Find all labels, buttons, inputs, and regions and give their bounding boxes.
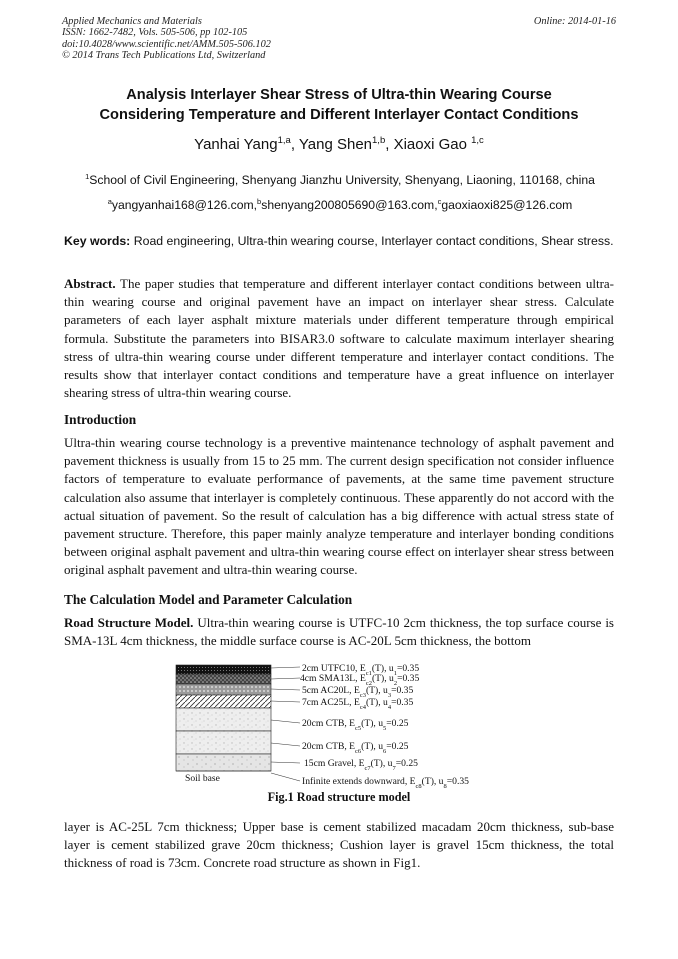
introduction-heading: Introduction bbox=[64, 412, 137, 427]
road-structure-paragraph bbox=[64, 614, 614, 650]
author-affil-mark: 1,a bbox=[277, 135, 291, 146]
road-structure-figure bbox=[150, 657, 530, 807]
leader-line bbox=[271, 701, 300, 702]
layer-sma13l bbox=[176, 674, 271, 684]
leader-line bbox=[271, 743, 300, 746]
journal-info bbox=[62, 16, 442, 62]
layer-gravel bbox=[176, 754, 271, 771]
leader-line bbox=[271, 667, 300, 668]
keywords-text: Road engineering, Ultra-thin wearing course, Interlayer contact conditions, Shear stress. bbox=[133, 234, 614, 248]
layer-utfc10 bbox=[176, 665, 271, 674]
affiliation bbox=[60, 169, 620, 188]
introduction-text: Ultra-thin wearing course technology is a preventive maintenance technology of asphalt pavement and pavement thickness is usually from 15 to 25 mm. The current design specification not consider influence factors of temperature to evaluate performance of pavements, at the same time pavement structure calculation also assume that interlayer is completely continuous. These apparently do not accord with the actual situation of pavement. So the result of calculation has a big difference with actual stress state of pavement structure. Therefore, this paper mainly analyze temperature and interlayer bonding conditions between original asphalt pavement and ultra-thin wearing course effect on interlayer shear stress between original asphalt pavement and ultra-thin wearing course. bbox=[64, 435, 614, 578]
leader-line bbox=[271, 762, 300, 763]
layer-label: 15cm Gravel, $E_{c7}(T)$, $u_7=0.25$ bbox=[304, 758, 418, 772]
figure-caption: Fig.1 Road structure model bbox=[267, 790, 411, 804]
layer-label: 7cm AC25L, $E_{c4}(T)$, $u_4=0.35$ bbox=[302, 697, 414, 711]
title-line-2: Considering Temperature and Different Interlayer Contact Conditions bbox=[99, 107, 579, 123]
affiliation-mark: 1 bbox=[85, 172, 90, 181]
journal-copyright: © 2014 Trans Tech Publications Ltd, Switzerland bbox=[62, 50, 266, 62]
email-link[interactable]: yangyanhai168@126.com, bbox=[111, 198, 258, 213]
calc-section-heading: The Calculation Model and Parameter Calculation bbox=[64, 592, 353, 607]
author-name: Yang Shen bbox=[298, 136, 373, 153]
leader-line bbox=[271, 720, 300, 723]
affiliation-text: School of Civil Engineering, Shenyang Jianzhu University, Shenyang, Liaoning, 110168, china bbox=[89, 173, 595, 188]
pavement-layers bbox=[176, 665, 271, 771]
author-name: Yanhai Yang bbox=[194, 136, 278, 153]
leader-line bbox=[271, 773, 300, 781]
keywords bbox=[64, 233, 614, 250]
online-date: Online: 2014-01-16 bbox=[533, 16, 616, 27]
email-mark: b bbox=[257, 197, 262, 206]
leader-line bbox=[271, 678, 300, 679]
journal-doi: doi:10.4028/www.scientific.net/AMM.505-506.102 bbox=[62, 38, 271, 50]
layer-label: 20cm CTB, $E_{c6}(T)$, $u_6=0.25$ bbox=[302, 741, 409, 755]
road-structure-text: Ultra-thin wearing course is UTFC-10 2cm thickness, the top surface course is SMA-13L 4cm thickness, the middle surface course is AC-20L 5cm thickness, the bottom bbox=[64, 615, 614, 649]
title-line-1: Analysis Interlayer Shear Stress of Ultra-thin Wearing Course bbox=[126, 87, 552, 103]
paper-title bbox=[40, 85, 638, 125]
layer-ac25l bbox=[176, 695, 271, 708]
layer-label: Infinite extends downward, $E_{c8}(T)$, $u_8=0.35$ bbox=[302, 776, 469, 790]
email-list bbox=[60, 194, 620, 213]
journal-issn: ISSN: 1662-7482, Vols. 505-506, pp 102-105 bbox=[62, 27, 248, 39]
layer-label: 4cm SMA13L, $E_{c2}(T)$, $u_2=0.35$ bbox=[300, 673, 420, 687]
layer-leaders bbox=[271, 667, 300, 781]
layer-label: 5cm AC20L, $E_{c3}(T)$, $u_3=0.35$ bbox=[302, 685, 414, 699]
email-link[interactable]: gaoxiaoxi825@126.com bbox=[441, 198, 573, 213]
layer-label: 20cm CTB, $E_{c5}(T)$, $u_5=0.25$ bbox=[302, 718, 409, 732]
road-structure-label: Road Structure Model. bbox=[64, 615, 194, 630]
keywords-label: Key words: bbox=[64, 234, 131, 248]
author-list: Yanhai Yang$^{1,a}$, Yang Shen$^{1,b}$, Xiaoxi Gao $^{1,c}$ bbox=[194, 135, 484, 153]
author-affil-mark: 1,b bbox=[372, 135, 386, 146]
layer-ctb-upper bbox=[176, 708, 271, 731]
layer-ac20l bbox=[176, 684, 271, 695]
author-name: Xiaoxi Gao bbox=[393, 136, 467, 153]
author-affil-mark: 1,c bbox=[471, 135, 484, 146]
soil-base-label: Soil base bbox=[185, 773, 220, 784]
journal-name: Applied Mechanics and Materials bbox=[62, 16, 202, 27]
abstract-text: The paper studies that temperature and different interlayer contact conditions between ultra-thin wearing course and original pavement have an impact on interlayer shear stress. Calculate parameters of each layer asphalt mixture materials under different temperature through empirical formula. Substitute the parameters into BISAR3.0 software to calculate maximum interlayer shearing stress of ultra-thin wearing course under different temperature and interlayer contact conditions. The results show that interlayer contact conditions and temperature have a great influence on interlayer shearing stress of ultra-thin wearing course. bbox=[64, 276, 615, 401]
abstract bbox=[64, 275, 614, 402]
road-structure-continuation: layer is AC-25L 7cm thickness; Upper base is cement stabilized macadam 20cm thickness, sub-base layer is cement stabilized grave 20cm thickness; Cushion layer is gravel 15cm thickness, the total thickness of road is 73cm. Concrete road structure as shown in Fig1. bbox=[64, 819, 614, 871]
email-link[interactable]: shenyang200805690@163.com, bbox=[261, 198, 438, 213]
email-mark: a bbox=[107, 197, 112, 206]
abstract-label: Abstract. bbox=[64, 276, 116, 291]
leader-line bbox=[271, 689, 300, 690]
email-mark: c bbox=[437, 197, 442, 206]
layer-label: 2cm UTFC10, $E_{c1}(T)$, $u_1=0.35$ bbox=[302, 663, 420, 677]
layer-ctb-lower bbox=[176, 731, 271, 754]
